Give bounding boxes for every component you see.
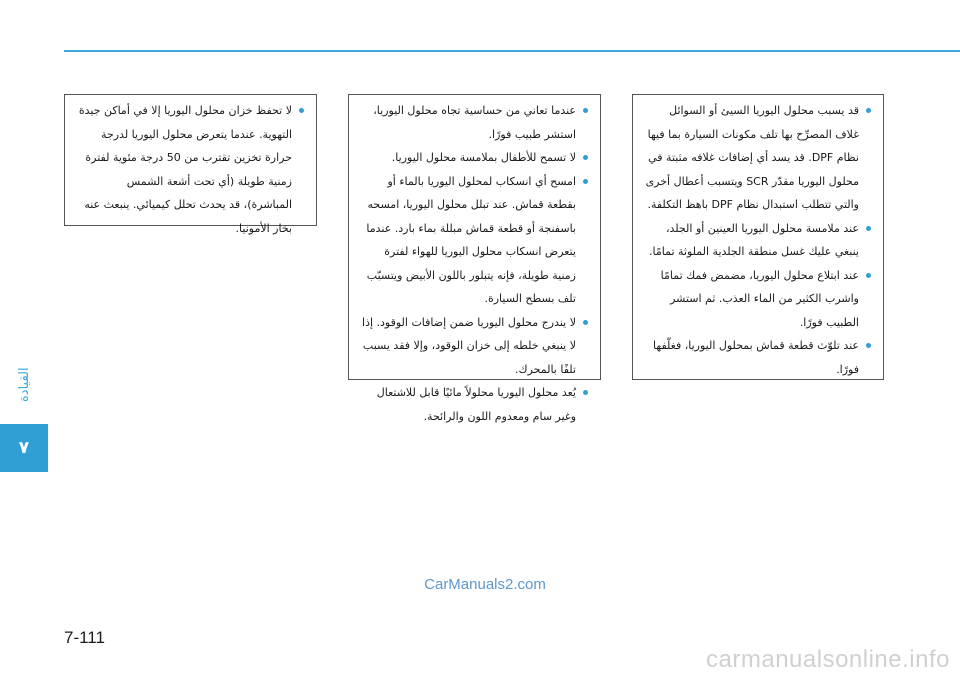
list-item: امسح أي انسكاب لمحلول اليوريا بالماء أو بقطعة قماش. عند تبلل محلول اليوريا، امسحه باسفنجة أو قطعة قماش مبللة بماء بارد. عندما يتعرض انسكاب محلول اليوريا للهواء لفترة زمنية طويلة، فإنه يتبلور باللون الأبيض ويتسبّب تلف بسطح السيارة.	[359, 170, 590, 311]
bullet-list	[75, 99, 306, 240]
list-item: لا يندرج محلول اليوريا ضمن إضافات الوقود. إذا لا ينبغي خلطه إلى خزان الوقود، وإلا فقد يسبب تلفًا بالمحرك.	[359, 311, 590, 382]
footer-watermark: carmanualsonline.info	[706, 646, 950, 673]
list-item: عند ابتلاع محلول اليوريا، مضمض فمك تمامًا واشرب الكثير من الماء العذب. ثم استشر الطبيب فورًا.	[643, 264, 873, 335]
list-item: عند تلوّث قطعة قماش بمحلول اليوريا، فغلّفها فورًا.	[643, 334, 873, 381]
watermark: CarManuals2.com	[424, 576, 546, 593]
list-item: عندما تعاني من حساسية تجاه محلول اليوريا، استشر طبيب فورًا.	[359, 99, 590, 146]
warning-box-left	[64, 94, 317, 235]
list-item: قد يسبب محلول اليوريا السيئ أو السوائل غلاف المصرِّح بها تلف مكونات السيارة بما فيها نظام DPF. قد يسد أي إضافات غلافه مثبتة في محلول اليوريا مقدّر SCR ويتسبب أعطال أخرى والتي تتطلب استبدال نظام DPF باهظ التكلفة.	[643, 99, 873, 217]
page-number: 7-111	[64, 628, 105, 647]
list-item: يُعد محلول اليوريا محلولاً مائيًا قابل للاشتعال وغير سام ومعدوم اللون والرائحة.	[359, 381, 590, 428]
warning-box-middle	[348, 94, 601, 423]
list-item: لا تحفظ خزان محلول اليوريا إلا في أماكن جيدة التهوية. عندما يتعرض محلول اليوريا لدرجة حرارة تخزين تقترب من 50 درجة مئوية لفترة زمنية طويلة (أي تحت أشعة الشمس المباشرة)، قد يحدث تحلل كيميائي. ينبعث عنه بخار الأمونيا.	[75, 99, 306, 240]
chapter-label: القيادة	[17, 367, 32, 403]
warning-box-right	[632, 94, 884, 380]
chapter-number-tab: ٧	[0, 424, 48, 472]
list-item: عند ملامسة محلول اليوريا العينين أو الجلد، ينبغي عليك غسل منطقة الجلدية الملوثة تمامًا.	[643, 217, 873, 264]
chapter-sidebar	[0, 0, 50, 677]
bullet-list	[359, 99, 590, 428]
list-item: لا تسمح للأطفال بملامسة محلول اليوريا.	[359, 146, 590, 170]
bullet-list	[643, 99, 873, 381]
header-rule	[64, 50, 960, 52]
